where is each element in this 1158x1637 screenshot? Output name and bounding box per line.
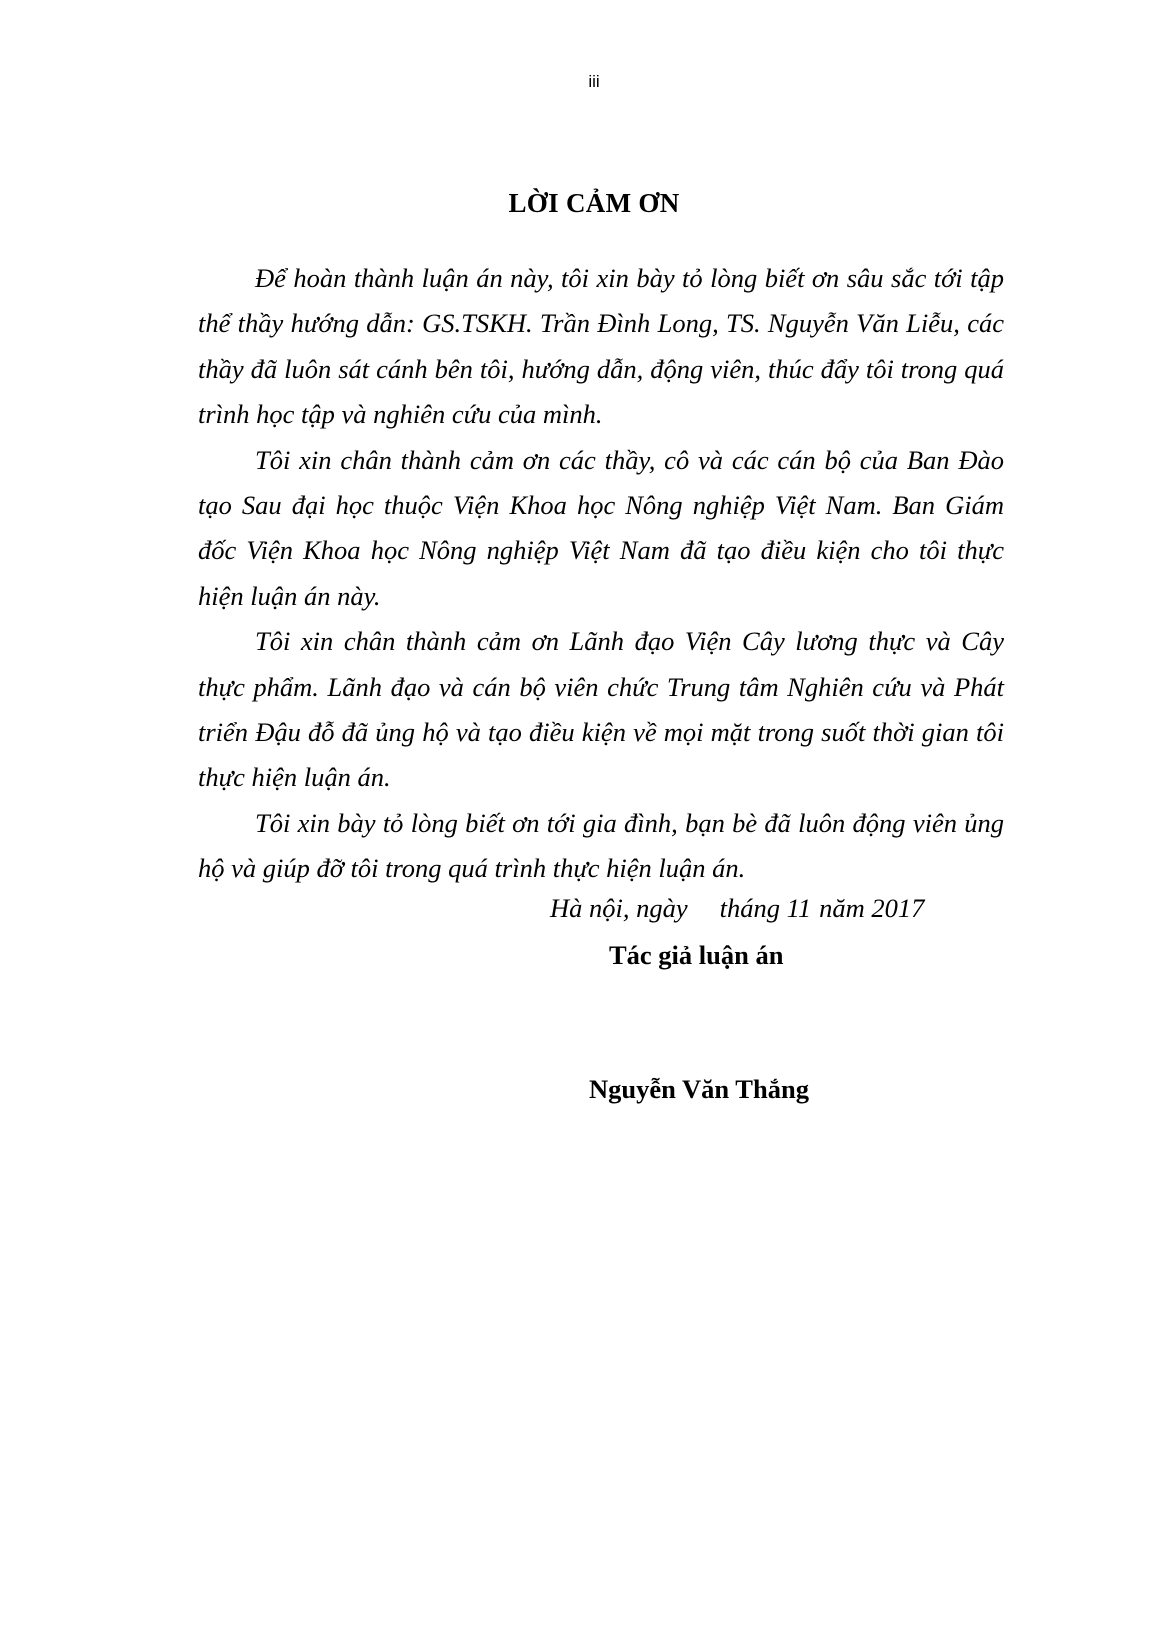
page-title: LỜI CẢM ƠN [508, 188, 680, 218]
paragraph-1: Để hoàn thành luận án này, tôi xin bày tỏ lòng biết ơn sâu sắc tới tập thể thầy hướng dẫn: GS.TSKH. Trần Đình Long, TS. Nguyễn Văn Liễu, các thầy đã luôn sát cánh bên tôi, hướng dẫn, động viên, thúc đẩy tôi trong quá trình học tập và nghiên cứu của mình. [198, 263, 1004, 430]
page-number: iii [588, 72, 600, 91]
signature-role: Tác giả luận án [609, 940, 784, 970]
signature-name: Nguyễn Văn Thắng [589, 1074, 809, 1104]
date-month: tháng 11 [719, 893, 812, 923]
signature-date [550, 893, 924, 924]
paragraph-3: Tôi xin chân thành cảm ơn Lãnh đạo Viện Cây lương thực và Cây thực phẩm. Lãnh đạo và cán bộ viên chức Trung tâm Nghiên cứu và Phát triển Đậu đỗ đã ủng hộ và tạo điều kiện về mọi mặt trong suốt thời gian tôi thực hiện luận án. [198, 626, 1004, 793]
date-place: Hà nội, ngày [550, 893, 688, 923]
paragraph-4: Tôi xin bày tỏ lòng biết ơn tới gia đình, bạn bè đã luôn động viên ủng hộ và giúp đỡ tôi trong quá trình thực hiện luận án. [198, 807, 1004, 884]
date-year: năm 2017 [819, 893, 925, 923]
acknowledgement-body [198, 256, 1004, 892]
paragraph-2: Tôi xin chân thành cảm ơn các thầy, cô và các cán bộ của Ban Đào tạo Sau đại học thuộc Viện Khoa học Nông nghiệp Việt Nam. Ban Giám đốc Viện Khoa học Nông nghiệp Việt Nam đã tạo điều kiện cho tôi thực hiện luận án này. [198, 444, 1004, 611]
